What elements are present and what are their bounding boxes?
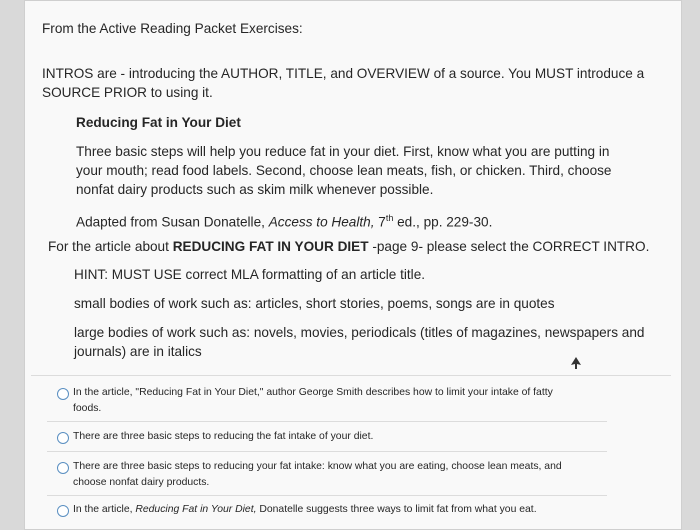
option-d-suffix: Donatelle suggests three ways to limit fat from what you eat. (256, 504, 537, 515)
option-a-text-line-1: In the article, "Reducing Fat in Your Diet," author George Smith describes how to limit your intake of fatty (73, 387, 553, 398)
question-prompt (48, 237, 649, 256)
passage-line-3: nonfat dairy products such as skim milk whenever possible. (76, 182, 434, 197)
option-a-radio[interactable] (57, 388, 69, 400)
option-d-article-title: Reducing Fat in Your Diet, (135, 504, 257, 515)
prompt-suffix: -page 9- please select the CORRECT INTRO. (368, 239, 650, 254)
option-d-text (73, 502, 537, 517)
option-c-text-line-1: There are three basic steps to reducing your fat intake: know what you are eating, choose lean meats, and (73, 461, 562, 472)
question-card (24, 0, 682, 530)
option-d-radio[interactable] (57, 505, 69, 517)
cursor-icon (570, 356, 582, 370)
citation-edition-sup: th (385, 213, 394, 223)
option-a-text-line-2: foods. (73, 403, 102, 414)
citation-suffix: ed., pp. 229-30. (393, 214, 493, 230)
citation-edition: 7 (374, 214, 386, 230)
option-b-radio[interactable] (57, 432, 69, 444)
hint-text: HINT: MUST USE correct MLA formatting of an article title. (74, 267, 426, 282)
options-divider (31, 375, 671, 376)
intro-definition-line-2: SOURCE PRIOR to using it. (42, 85, 213, 100)
option-divider (47, 495, 607, 496)
option-divider (47, 421, 607, 422)
hint-large-works-line-1: large bodies of work such as: novels, movies, periodicals (titles of magazines, newspapers and (74, 325, 645, 340)
prompt-prefix: For the article about (48, 239, 173, 254)
passage-line-1: Three basic steps will help you reduce fat in your diet. First, know what you are putting in (76, 144, 610, 159)
passage-line-2: your mouth; read food labels. Second, choose lean meats, fish, or chicken. Third, choose (76, 163, 612, 178)
citation-prefix: Adapted from Susan Donatelle, (76, 214, 269, 230)
option-d-prefix: In the article, (73, 504, 136, 515)
hint-small-works: small bodies of work such as: articles, short stories, poems, songs are in quotes (74, 296, 555, 311)
option-c-text-line-2: choose nonfat dairy products. (73, 477, 210, 488)
prompt-article-title: REDUCING FAT IN YOUR DIET (172, 239, 369, 254)
citation-book-title: Access to Health, (268, 214, 375, 230)
passage-citation (76, 209, 492, 232)
option-divider (47, 451, 607, 452)
hint-large-works-line-2: journals) are in italics (74, 344, 202, 359)
passage-title: Reducing Fat in Your Diet (76, 115, 241, 130)
option-c-radio[interactable] (57, 462, 69, 474)
source-line: From the Active Reading Packet Exercises: (42, 21, 303, 36)
option-b-text: There are three basic steps to reducing the fat intake of your diet. (73, 431, 374, 442)
intro-definition-line-1: INTROS are - introducing the AUTHOR, TITLE, and OVERVIEW of a source. You MUST introduce a (42, 66, 645, 81)
